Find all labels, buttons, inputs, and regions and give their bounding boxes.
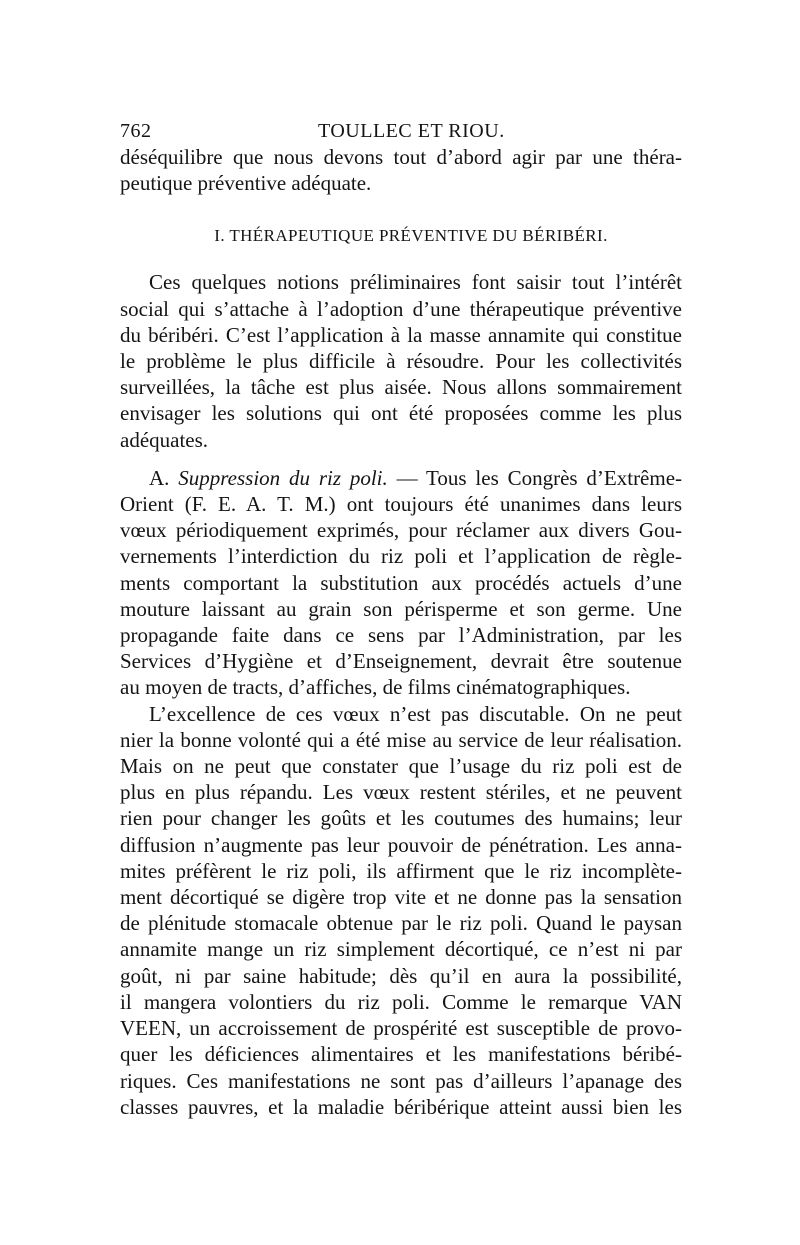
text-line: mouture laissant au grain son périsperme et son germe. Une (120, 596, 682, 621)
text-line: mites préfèrent le riz poli, ils affirment que le riz incomplète- (120, 858, 682, 883)
text-line: VEEN, un accroissement de prospérité est susceptible de provo- (120, 1016, 682, 1041)
text-line (120, 465, 682, 491)
text-line: Orient (F. E. A. T. M.) ont toujours été unanimes dans leurs (120, 492, 682, 517)
page-number: 762 (120, 120, 152, 142)
text-line: adéquates. (120, 427, 209, 452)
text-line: déséquilibre que nous devons tout d’abord agir par une théra- (120, 145, 682, 169)
text-line: Mais on ne peut que constater que l’usage du riz poli est de (120, 754, 682, 779)
text-line: propagande faite dans ce sens par l’Administration, par les (120, 623, 682, 648)
text-line: annamite mange un riz simplement décortiqué, ce n’est ni par (120, 937, 682, 962)
text-line: rien pour changer les goûts et les coutumes des humains; leur (120, 806, 682, 831)
text-fragment: — Tous les Congrès d’Extrême- (396, 465, 683, 490)
text-line: peutique préventive adéquate. (120, 171, 372, 196)
text-line: du béribéri. C’est l’application à la masse annamite qui constitue (120, 322, 682, 347)
text-line: de plénitude stomacale obtenue par le riz poli. Quand le paysan (120, 911, 682, 936)
text-line: envisager les solutions qui ont été proposées comme les plus (120, 401, 682, 426)
paragraph-1 (120, 269, 682, 452)
document-page (120, 118, 682, 1120)
intro-text (120, 144, 682, 196)
running-header (120, 118, 682, 144)
text-line: Ces quelques notions préliminaires font saisir tout l’intérêt (149, 270, 682, 295)
text-line: riques. Ces manifestations ne sont pas d’ailleurs l’apanage des (120, 1068, 682, 1093)
text-line: le problème le plus difficile à résoudre. Pour les collectivités (120, 349, 682, 374)
text-line: plus en plus répandu. Les vœux restent stériles, et ne peuvent (120, 780, 682, 805)
paragraph-2 (120, 465, 682, 701)
text-line: surveillées, la tâche est plus aisée. Nous allons sommairement (120, 375, 682, 400)
text-line: Services d’Hygiène et d’Enseignement, devrait être soutenue (120, 649, 682, 674)
text-line: social qui s’attache à l’adoption d’une thérapeutique préventive (120, 296, 682, 321)
subheading: Suppression du riz poli. (178, 465, 388, 490)
text-line: il mangera volontiers du riz poli. Comme le remarque VAN (120, 989, 682, 1014)
text-line: nier la bonne volonté qui a été mise au service de leur réalisation. (120, 727, 682, 752)
text-line: goût, ni par saine habitude; dès qu’il en aura la possibilité, (120, 963, 682, 988)
text-line: vernements l’interdiction du riz poli et l’application de règle- (120, 544, 682, 569)
paragraph-3 (120, 701, 682, 1120)
text-line: diffusion n’augmente pas leur pouvoir de pénétration. Les anna- (120, 832, 682, 857)
text-line: classes pauvres, et la maladie béribérique atteint aussi bien les (120, 1094, 682, 1119)
text-line: ment décortiqué se digère trop vite et ne donne pas la sensation (120, 885, 682, 910)
text-line: ments comportant la substitution aux procédés actuels d’une (120, 570, 682, 595)
running-title: TOULLEC ET RIOU. (318, 120, 505, 142)
text-line: quer les déficiences alimentaires et les manifestations béribé- (120, 1042, 682, 1067)
text-line: au moyen de tracts, d’affiches, de films cinématographiques. (120, 675, 631, 700)
section-heading: I. THÉRAPEUTIQUE PRÉVENTIVE DU BÉRIBÉRI. (214, 226, 608, 246)
paragraph-label: A. (149, 465, 170, 490)
text-line: vœux périodiquement exprimés, pour réclamer aux divers Gou- (120, 518, 682, 543)
text-line: L’excellence de ces vœux n’est pas discutable. On ne peut (149, 701, 682, 726)
